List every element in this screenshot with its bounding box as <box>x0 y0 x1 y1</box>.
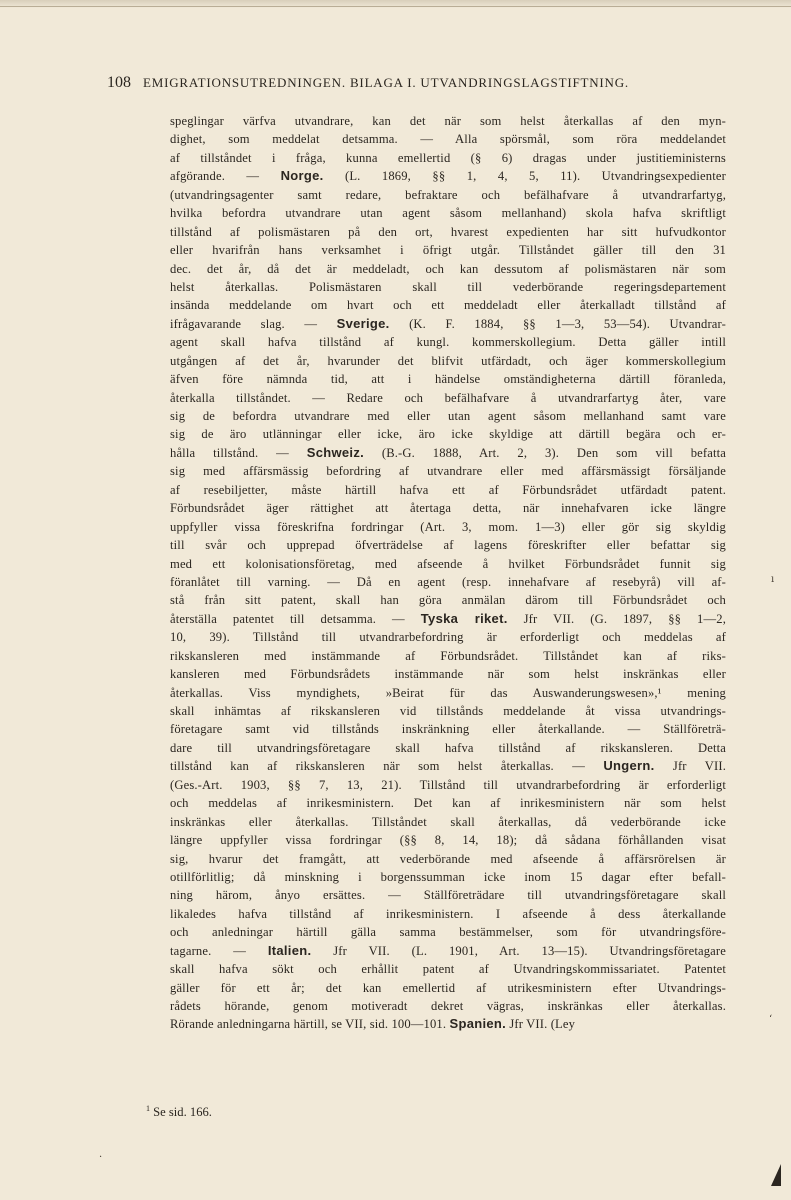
page-top-rule <box>0 6 791 7</box>
text-line: äfven före nämnda tid, att i händelse omständigheterna därtill föranleda, <box>170 372 726 387</box>
text-line: tillstånd af polismästaren på den ort, hvarest expedienten har sitt hufvudkontor <box>170 224 726 239</box>
text-segment: Jfr VII. <box>654 759 726 774</box>
text-line: otillförlitlig; då minskning i borgenssumman icke inom 15 dagar efter befall- <box>170 869 726 884</box>
page-number: 108 <box>107 74 131 91</box>
text-line: ning härom, ånyo ersättes. — Ställföreträdare till utvandringsföretagare skall <box>170 888 726 903</box>
text-line: insända meddelande om hvart och ett meddeladt eller återkalladt tillstånd af <box>170 298 726 313</box>
text-line: och anledningar härtill gälla samma bestämmelser, som för utvandringsföre- <box>170 925 726 940</box>
text-segment: (K. F. 1884, §§ 1—3, 53—54). Utvandrar- <box>389 316 726 331</box>
text-segment: tillstånd kan af rikskansleren när som helst återkallas. — <box>170 759 604 774</box>
text-line: dec. det år, då det är meddeladt, och kan dessutom af polismästaren när som <box>170 261 726 276</box>
margin-mark: ı <box>771 574 775 585</box>
text-segment: (L. 1869, §§ 1, 4, 5, 11). Utvandringsexpedienter <box>323 169 726 184</box>
text-line: eller hvarifrån hans verksamhet i öfrigt utgår. Tillståndet gäller till den 31 <box>170 243 726 258</box>
country-heading: Ungern. <box>603 758 655 774</box>
text-line <box>170 315 726 333</box>
text-line: skall inhämtas af rikskansleren vid tillstånds meddelande åt vissa utvandrings- <box>170 704 726 718</box>
text-line: 10, 39). Tillstånd till utvandrarbefordring är erforderligt och meddelas af <box>170 630 726 645</box>
text-segment: afgörande. — <box>170 169 281 184</box>
country-heading: Italien. <box>267 942 312 958</box>
text-line: återkallas. Viss myndighets, »Beirat für das Auswanderungswesen»,¹ mening <box>170 685 726 700</box>
text-line: återkalla tillståndet. — Redare och befälhafvare å utvandrarfartyg åter, vare <box>170 390 726 405</box>
text-line: (utvandringsagenter samt redare, befraktare och befälhafvare å utvandrarfartyg, <box>170 187 726 202</box>
text-line: agent skall hafva tillstånd af kungl. kommerskollegium. Detta gäller intill <box>170 335 726 350</box>
text-line: gäller för ett år; det kan emellertid af utrikesministern efter Utvandrings- <box>170 980 726 995</box>
body-text <box>170 112 726 1034</box>
text-line <box>170 757 726 775</box>
text-line: till svår och upprepad öfverträdelse af lagens föreskrifter eller befattar sig <box>170 538 726 553</box>
text-segment: Jfr VII. (L. 1901, Art. 13—15). Utvandringsföretagare <box>311 943 726 958</box>
text-line: hvilka befordra utvandrare utan agent såsom mellanhand) skola hafva skriftligt <box>170 206 726 221</box>
text-line: stå från sitt patent, skall han göra anmälan därom till Förbundsrådet och <box>170 593 726 608</box>
text-segment: Jfr VII. (G. 1897, §§ 1—2, <box>507 611 726 626</box>
text-line: skall hafva sökt och erhållit patent af Utvandringskommissariatet. Patentet <box>170 962 726 977</box>
footnote <box>146 1104 212 1120</box>
country-heading: Schweiz. <box>306 444 365 460</box>
footnote-text: Se sid. 166. <box>153 1105 212 1120</box>
text-line: längre uppfyller vissa fordringar (§§ 8, 14, 18); då sådana förhållanden visat <box>170 833 726 848</box>
text-line: sig, hvarur det framgått, att vederbörande med afseende å affärsrörelsen är <box>170 851 726 866</box>
text-segment: ifrågavarande slag. — <box>170 316 337 331</box>
footnote-marker: 1 <box>146 1104 150 1113</box>
page-corner-mark <box>771 1164 781 1186</box>
text-line: af tillståndet i fråga, kunna emellertid (§ 6) dragas under justitieministerns <box>170 150 726 165</box>
text-segment: hålla tillstånd. — <box>170 445 307 460</box>
text-line: rådets hörande, genom motiveradt dekret vägras, inskränkas eller återkallas. <box>170 999 726 1013</box>
text-line: utgången af det år, hvarunder det blifvit utfärdadt, och äger kommerskollegium <box>170 353 726 368</box>
text-line: och meddelas af inrikesministern. Det kan af inrikesministern när som helst <box>170 796 726 811</box>
text-line: af resebiljetter, måste härtill hafva ett af Förbundsrådet utfärdadt patent. <box>170 482 726 497</box>
text-line <box>170 610 726 628</box>
text-line: föranlåtet till varning. — Då en agent (resp. innehafvare af resebyrå) vill af- <box>170 574 726 589</box>
margin-mark: ʻ <box>769 1014 773 1025</box>
text-line: (Ges.-Art. 1903, §§ 7, 13, 21). Tillstånd till utvandrarbefordring är erforderligt <box>170 777 726 792</box>
text-line: likaledes hafva tillstånd af inrikesministern. I afseende å dess återkallande <box>170 906 726 921</box>
text-line: företagare samt vid tillstånds inskränkning eller återkallande. — Ställföreträ- <box>170 722 726 737</box>
text-line: rikskansleren med instämmande af Förbundsrådet. Tillståndet kan af riks- <box>170 648 726 663</box>
country-heading: Norge. <box>280 168 324 184</box>
text-line: sig de befordra utvandrare med eller utan agent såsom mellanhand samt vare <box>170 409 726 423</box>
country-heading: Tyska riket. <box>420 610 508 626</box>
country-heading: Sverige. <box>336 315 390 331</box>
country-heading: Spanien. <box>449 1016 507 1032</box>
text-line <box>170 444 726 462</box>
text-line: sig med affärsmässig befordring af utvandrare eller med affärsmässigt försäljande <box>170 464 726 479</box>
text-line: sig de äro utlänningar eller icke, äro icke skyldige att därtill begära och er- <box>170 427 726 442</box>
text-line: Förbundsrådet äger rättighet att återtaga detta, när innehafvaren icke längre <box>170 501 726 516</box>
text-line <box>170 942 726 960</box>
text-line <box>170 1015 726 1033</box>
margin-mark: · <box>99 1152 103 1163</box>
text-line: helst återkallas. Polismästaren skall till vederbörande regeringsdepartement <box>170 279 726 294</box>
text-line: inskränkas eller återkallas. Tillståndet skall återkallas, då vederbörande icke <box>170 814 726 829</box>
running-header <box>107 74 727 92</box>
text-segment: tagarne. — <box>170 943 268 958</box>
text-segment: Jfr VII. (Ley <box>506 1017 576 1032</box>
text-line: kansleren med Förbundsrådets instämmande när som helst inskränkas eller <box>170 667 726 682</box>
text-segment: Rörande anledningarna härtill, se VII, sid. 100—101. <box>170 1017 450 1032</box>
text-line: dighet, som meddelat detsamma. — Alla spörsmål, som röra meddelandet <box>170 132 726 147</box>
text-line: dare till utvandringsföretagare skall hafva tillstånd af rikskansleren. Detta <box>170 740 726 755</box>
text-segment: (B.-G. 1888, Art. 2, 3). Den som vill befatta <box>364 445 726 460</box>
text-line: speglingar värfva utvandrare, kan det när som helst återkallas af den myn- <box>170 114 726 128</box>
text-line <box>170 167 726 185</box>
running-title: EMIGRATIONSUTREDNINGEN. BILAGA I. UTVANDRINGSLAGSTIFTNING. <box>143 75 629 90</box>
text-line: uppfyller vissa föreskrifna fordringar (Art. 3, mom. 1—3) eller gör sig skyldig <box>170 519 726 534</box>
text-segment: återställa patentet till detsamma. — <box>170 611 421 626</box>
text-line: med ett kolonisationsföretag, med afseende å hvilket Förbundsrådet funnit sig <box>170 556 726 571</box>
